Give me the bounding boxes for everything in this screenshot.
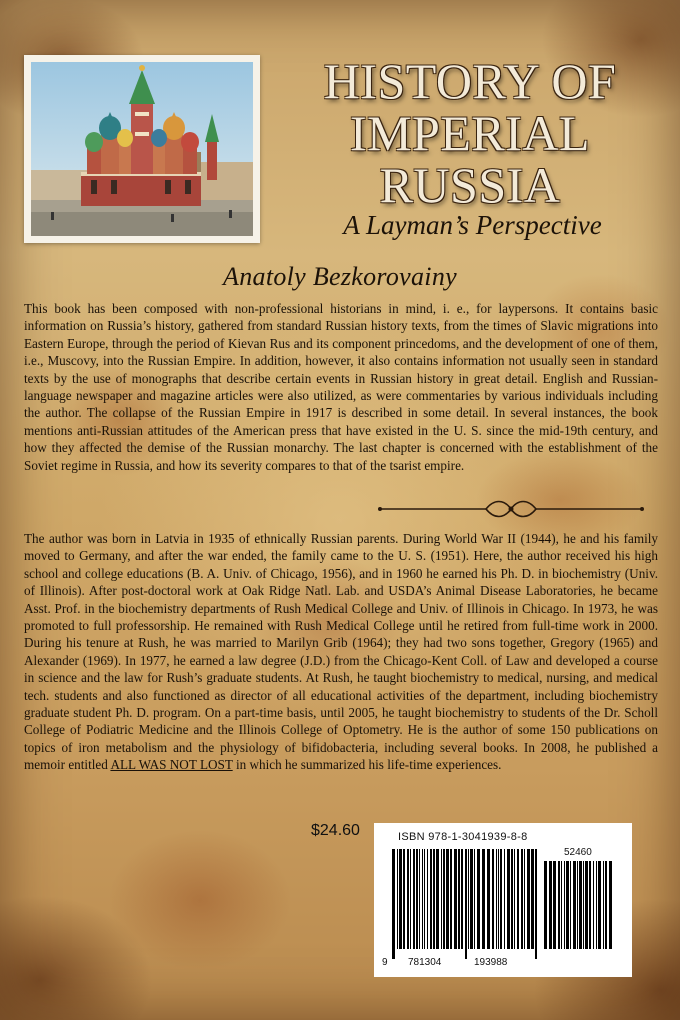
barcode-bar: [603, 861, 604, 949]
barcode-bar: [450, 849, 452, 949]
barcode-bar: [579, 861, 582, 949]
barcode-bar: [535, 849, 537, 959]
memoir-title: ALL WAS NOT LOST: [110, 757, 233, 773]
price-label: $24.60: [311, 822, 360, 839]
barcode-bar: [454, 849, 457, 949]
barcode-bar: [470, 849, 473, 949]
barcode-bar: [482, 849, 485, 949]
cathedral-photo: [24, 55, 260, 243]
barcode-bar: [458, 849, 460, 949]
barcode-addon-number: 52460: [564, 847, 592, 858]
barcode-bar: [416, 849, 418, 949]
barcode-bar: [403, 849, 405, 949]
barcode-bar: [392, 849, 395, 959]
barcode-bar: [504, 849, 505, 949]
barcode-bar: [465, 849, 467, 959]
barcode-bar: [598, 861, 601, 949]
barcode-bar: [496, 849, 497, 949]
barcode-bar: [577, 861, 578, 949]
barcode-bar: [419, 849, 420, 949]
barcode-bar: [498, 849, 499, 949]
barcode-bar: [596, 861, 597, 949]
barcode-addon-bars: [544, 861, 614, 959]
barcode-bar: [561, 861, 562, 949]
barcode-bar: [407, 849, 409, 949]
barcode-bar: [422, 849, 423, 949]
barcode-digits-left: 781304: [408, 957, 442, 968]
barcode-bar: [570, 861, 571, 949]
title-line-2: IMPERIAL: [349, 105, 591, 161]
isbn-barcode: [374, 823, 632, 977]
title-line-3: RUSSIA: [379, 157, 561, 213]
barcode-bar: [511, 849, 513, 949]
book-title: [270, 55, 670, 211]
barcode-bar: [566, 861, 569, 949]
barcode-main-bars: [392, 849, 538, 959]
barcode-bar: [521, 849, 523, 949]
barcode-bar: [441, 849, 442, 949]
barcode-bar: [443, 849, 445, 949]
barcode-bar: [605, 861, 607, 949]
barcode-bar: [413, 849, 415, 949]
barcode-bar: [517, 849, 519, 949]
barcode-bar: [446, 849, 449, 949]
title-line-1: HISTORY OF: [323, 53, 617, 109]
barcode-bar: [544, 861, 547, 949]
isbn-number: ISBN 978-1-3041939-8-8: [398, 831, 528, 843]
barcode-bar: [553, 861, 556, 949]
barcode-bar: [433, 849, 435, 949]
barcode-digits-right: 193988: [474, 957, 508, 968]
barcode-bar: [593, 861, 594, 949]
barcode-bar: [507, 849, 510, 949]
barcode-bar: [527, 849, 530, 949]
barcode-bar: [609, 861, 612, 949]
barcode-bar: [549, 861, 552, 949]
barcode-bar: [474, 849, 475, 949]
st-basils-cathedral-image: [31, 62, 253, 236]
barcode-bar: [427, 849, 428, 949]
barcode-bar: [573, 861, 576, 949]
barcode-bar: [524, 849, 525, 949]
barcode-bar: [461, 849, 463, 949]
barcode-bar: [558, 861, 560, 949]
book-description: This book has been composed with non-professional historians in mind, i. e., for laypersons. It contains basic information on Russia’s history, gathered from standard Russian history texts, from the times of Slavic migrations into Eastern Europe, through the period of Kievan Rus and its component princedoms, and the development of one of them, i.e., Muscovy, into the Russian Empire. In addition, however, it also contains information not usually seen in standard texts by the use of monographs that describe certain events in Russian history in great detail. English and Russian-language newspaper and magazine articles were also utilized, as were commentaries by various individuals including the author. The collapse of the Russian Empire in 1917 is described in some detail. In several instances, the book mentions anti-Russian attitudes of the American press that have existed in the U. S. since the mid-19th century, and how they affected the demise of the Russian monarchy. The last chapter is concerned with the establishment of the Soviet regime in Russia, and how its severity compares to that of the tsarist empire.: [24, 301, 658, 473]
barcode-bar: [397, 849, 398, 949]
bio-text-part-2: in which he summarized his life-time experiences.: [232, 757, 502, 773]
barcode-bar: [564, 861, 565, 949]
author-name: Anatoly Bezkorovainy: [223, 262, 457, 291]
barcode-bar: [436, 849, 439, 949]
barcode-bar: [500, 849, 502, 949]
book-subtitle: A Layman’s Perspective: [343, 210, 602, 240]
author-biography: [24, 530, 658, 774]
barcode-bar: [399, 849, 402, 949]
barcode-bar: [585, 861, 588, 949]
barcode-bar: [410, 849, 411, 949]
barcode-bar: [487, 849, 490, 949]
barcode-bar: [531, 849, 534, 949]
barcode-bar: [424, 849, 425, 949]
barcode-bar: [583, 861, 584, 949]
barcode-bar: [477, 849, 480, 949]
barcode-bar: [492, 849, 494, 949]
barcode-digit-lead: 9: [382, 957, 388, 968]
ornamental-divider: [376, 497, 646, 521]
barcode-bar: [589, 861, 591, 949]
barcode-bar: [514, 849, 515, 949]
barcode-bar: [430, 849, 432, 949]
bio-text-part-1: The author was born in Latvia in 1935 of ethnically Russian parents. During World War II (1944), he and his family moved to Germany, and after the war ended, the family came to the U. S. (1951). Here, the author received his high school and college educations (B. A. Univ. of Chicago, 1956), and in 1960 he earned his Ph. D. in biochemistry (Univ. of Illinois). After post-doctoral work at Oak Ridge Natl. Lab. and USDA’s Animal Disease Laboratories, he became Asst. Prof. in the biochemistry departments of Rush Medical College and Univ. of Illinois in Chicago. In 1973, he was promoted to full professorship. He remained with Rush Medical College until he retired from full-time work in 2000. During his tenure at Rush, he was married to Marilyn Grib (1964); they had two sons together, Gregory (1965) and Alexander (1969). In 1977, he earned a law degree (J.D.) from the Chicago-Kent Coll. of Law and developed a course in science and the law for Rush’s graduate students. At Rush, he taught biochemistry to medical, nursing, and medical tech. students and also functioned as director of all educational activities of the department, including biochemistry graduate student Ph. D. program. On a part-time basis, until 2005, he taught biochemistry to students of the Dr. Scholl College of Podiatric Medicine and the Illinois College of Optometry. He is the author of some 150 publications on topics of iron metabolism and the physiology of bifidobacteria, including several books. In 2008, he published a memoir entitled: [24, 531, 658, 773]
barcode-bar: [468, 849, 469, 949]
